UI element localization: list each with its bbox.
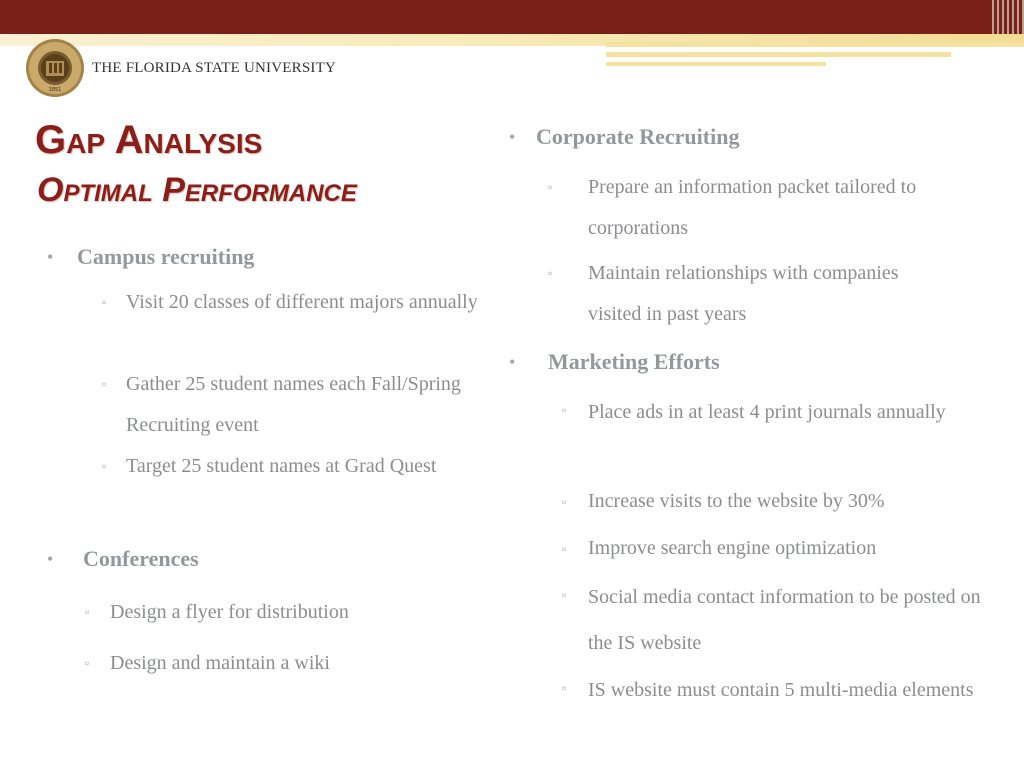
list-item: Social media contact information to be posted on the IS website: [588, 586, 981, 654]
slide-subtitle: Optimal Performance: [37, 171, 357, 209]
section-heading-conferences: Conferences: [83, 546, 199, 571]
gold-stripe: [606, 42, 1024, 47]
bullet-dot-icon: •: [47, 549, 54, 569]
square-bullet-icon: ▫: [548, 266, 553, 280]
section-heading-marketing: Marketing Efforts: [548, 349, 720, 374]
list-item: Place ads in at least 4 print journals annually: [588, 401, 946, 423]
square-bullet-icon: ▫: [562, 588, 567, 602]
square-bullet-icon: ▫: [562, 681, 567, 695]
list-item: Maintain relationships with companies visited in past years: [588, 262, 899, 325]
seal-year: 1851: [48, 87, 62, 93]
bullet-dot-icon: •: [509, 127, 516, 147]
square-bullet-icon: ▫: [85, 656, 90, 670]
list-item: Design and maintain a wiki: [110, 652, 330, 674]
slide-title: Gap Analysis: [35, 118, 263, 162]
list-item: Prepare an information packet tailored to corporations: [588, 176, 917, 239]
header-bar-stripes: [992, 0, 1024, 34]
square-bullet-icon: ▫: [102, 295, 107, 309]
list-item: Target 25 student names at Grad Quest: [126, 455, 437, 477]
square-bullet-icon: ▫: [562, 495, 567, 509]
list-item: Design a flyer for distribution: [110, 601, 349, 623]
square-bullet-icon: ▫: [562, 542, 567, 556]
section-heading-campus: Campus recruiting: [77, 244, 255, 269]
header-bar: [0, 0, 1024, 34]
university-seal-logo: [25, 38, 85, 98]
square-bullet-icon: ▫: [102, 377, 107, 391]
section-heading-corporate: Corporate Recruiting: [536, 124, 740, 149]
square-bullet-icon: ▫: [85, 605, 90, 619]
list-item: Gather 25 student names each Fall/Spring Recruiting event: [126, 373, 461, 436]
gold-stripe: [606, 52, 951, 57]
list-item: Increase visits to the website by 30%: [588, 490, 885, 512]
list-item: Visit 20 classes of different majors annually: [126, 291, 478, 313]
list-item: Improve search engine optimization: [588, 537, 877, 559]
university-name: THE FLORIDA STATE UNIVERSITY: [92, 60, 336, 76]
bullet-dot-icon: •: [509, 352, 516, 372]
gold-stripe: [606, 62, 826, 66]
square-bullet-icon: ▫: [102, 459, 107, 473]
bullet-dot-icon: •: [47, 247, 54, 267]
list-item: IS website must contain 5 multi-media elements: [588, 679, 974, 701]
square-bullet-icon: ▫: [548, 180, 553, 194]
square-bullet-icon: ▫: [562, 403, 567, 417]
